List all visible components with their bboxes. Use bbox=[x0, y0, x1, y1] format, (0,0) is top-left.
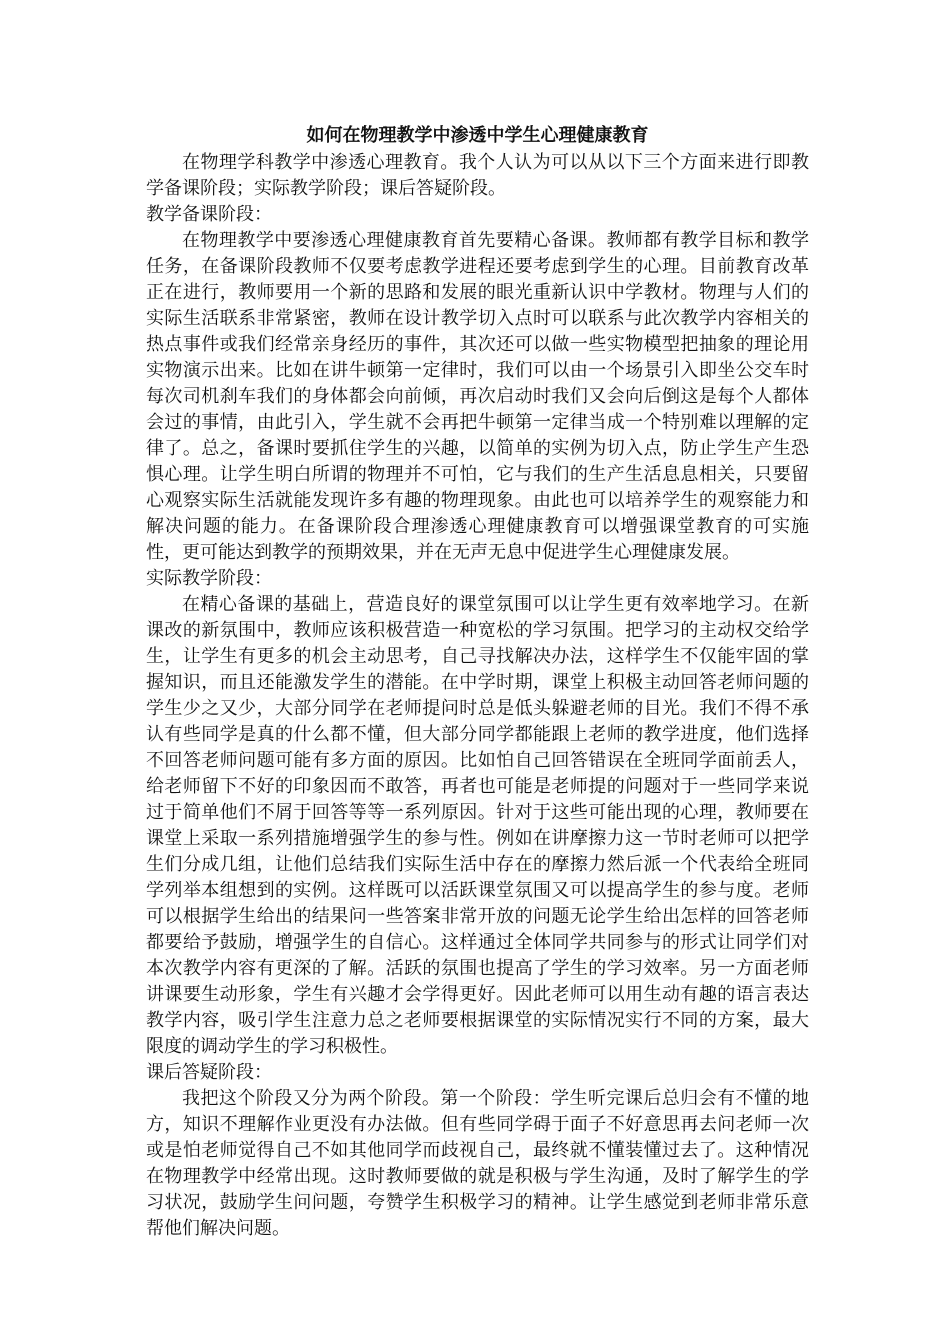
section-classroom-teaching bbox=[146, 566, 809, 1060]
section-heading: 教学备课阶段： bbox=[146, 204, 272, 225]
section-paragraph: 在精心备课的基础上，营造良好的课堂氛围可以让学生更有效率地学习。在新课改的新氛围中，教师应该积极营造一种宽松的学习氛围。把学习的主动权交给学生，让学生有更多的机会主动思考，自己寻找解决办法，这样学生不仅能牢固的掌握知识，而且还能激发学生的潜能。在中学时期，课堂上积极主动回答老师问题的学生少之又少，大部分同学在老师提问时总是低头躲避老师的目光。我们不得不承认有些同学是真的什么都不懂，但大部分同学都能跟上老师的教学进度，他们选择不回答老师问题可能有多方面的原因。比如怕自己回答错误在全班同学面前丢人，给老师留下不好的印象因而不敢答，再者也可能是老师提的问题对于一些同学来说过于简单他们不屑于回答等等一系列原因。针对于这些可能出现的心理，教师要在课堂上采取一系列措施增强学生的参与性。例如在讲摩擦力这一节时老师可以把学生们分成几组，让他们总结我们实际生活中存在的摩擦力然后派一个代表给全班同学列举本组想到的实例。这样既可以活跃课堂氛围又可以提高学生的参与度。老师可以根据学生给出的结果问一些答案非常开放的问题无论学生给出怎样的回答老师都要给予鼓励，增强学生的自信心。这样通过全体同学共同参与的形式让同学们对本次教学内容有更深的了解。活跃的氛围也提高了学生的学习效率。另一方面老师讲课要生动形象，学生有兴趣才会学得更好。因此老师可以用生动有趣的语言表达教学内容，吸引学生注意力总之老师要根据课堂的实际情况实行不同的方案，最大限度的调动学生的学习积极性。 bbox=[146, 594, 809, 1057]
section-heading: 课后答疑阶段： bbox=[146, 1062, 272, 1083]
section-lesson-preparation bbox=[146, 202, 809, 566]
section-paragraph: 我把这个阶段又分为两个阶段。第一个阶段：学生听完课后总归会有不懂的地方，知识不理解作业更没有办法做。但有些同学碍于面子不好意思再去问老师一次或是怕老师觉得自己不如其他同学而歧视自己，最终就不懂装懂过去了。这种情况在物理教学中经常出现。这时教师要做的就是积极与学生沟通，及时了解学生的学习状况，鼓励学生问问题，夸赞学生积极学习的精神。让学生感觉到老师非常乐意帮他们解决问题。 bbox=[146, 1088, 809, 1239]
document-page bbox=[146, 122, 809, 1242]
document-title: 如何在物理教学中渗透中学生心理健康教育 bbox=[306, 125, 649, 146]
section-paragraph: 在物理教学中要渗透心理健康教育首先要精心备课。教师都有教学目标和教学任务，在备课阶段教师不仅要考虑教学进程还要考虑到学生的心理。目前教育改革正在进行，教师要用一个新的思路和发展的眼光重新认识中学教材。物理与人们的实际生活联系非常紧密，教师在设计教学切入点时可以联系与此次教学内容相关的热点事件或我们经常亲身经历的事件，其次还可以做一些实物模型把抽象的理论用实物演示出来。比如在讲牛顿第一定律时，我们可以由一个场景引入即坐公交车时每次司机刹车我们的身体都会向前倾，再次启动时我们又会向后倒这是每个人都体会过的事情，由此引入，学生就不会再把牛顿第一定律当成一个特别难以理解的定律了。总之，备课时要抓住学生的兴趣，以简单的实例为切入点，防止学生产生恐惧心理。让学生明白所谓的物理并不可怕，它与我们的生产生活息息相关，只要留心观察实际生活就能发现许多有趣的物理现象。由此也可以培养学生的观察能力和解决问题的能力。在备课阶段合理渗透心理健康教育可以增强课堂教育的可实施性，更可能达到教学的预期效果，并在无声无息中促进学生心理健康发展。 bbox=[146, 230, 809, 563]
section-heading: 实际教学阶段： bbox=[146, 568, 272, 589]
section-after-class-qa bbox=[146, 1060, 809, 1242]
intro-paragraph: 在物理学科教学中渗透心理教育。我个人认为可以从以下三个方面来进行即教学备课阶段；实际教学阶段；课后答疑阶段。 bbox=[146, 152, 809, 199]
